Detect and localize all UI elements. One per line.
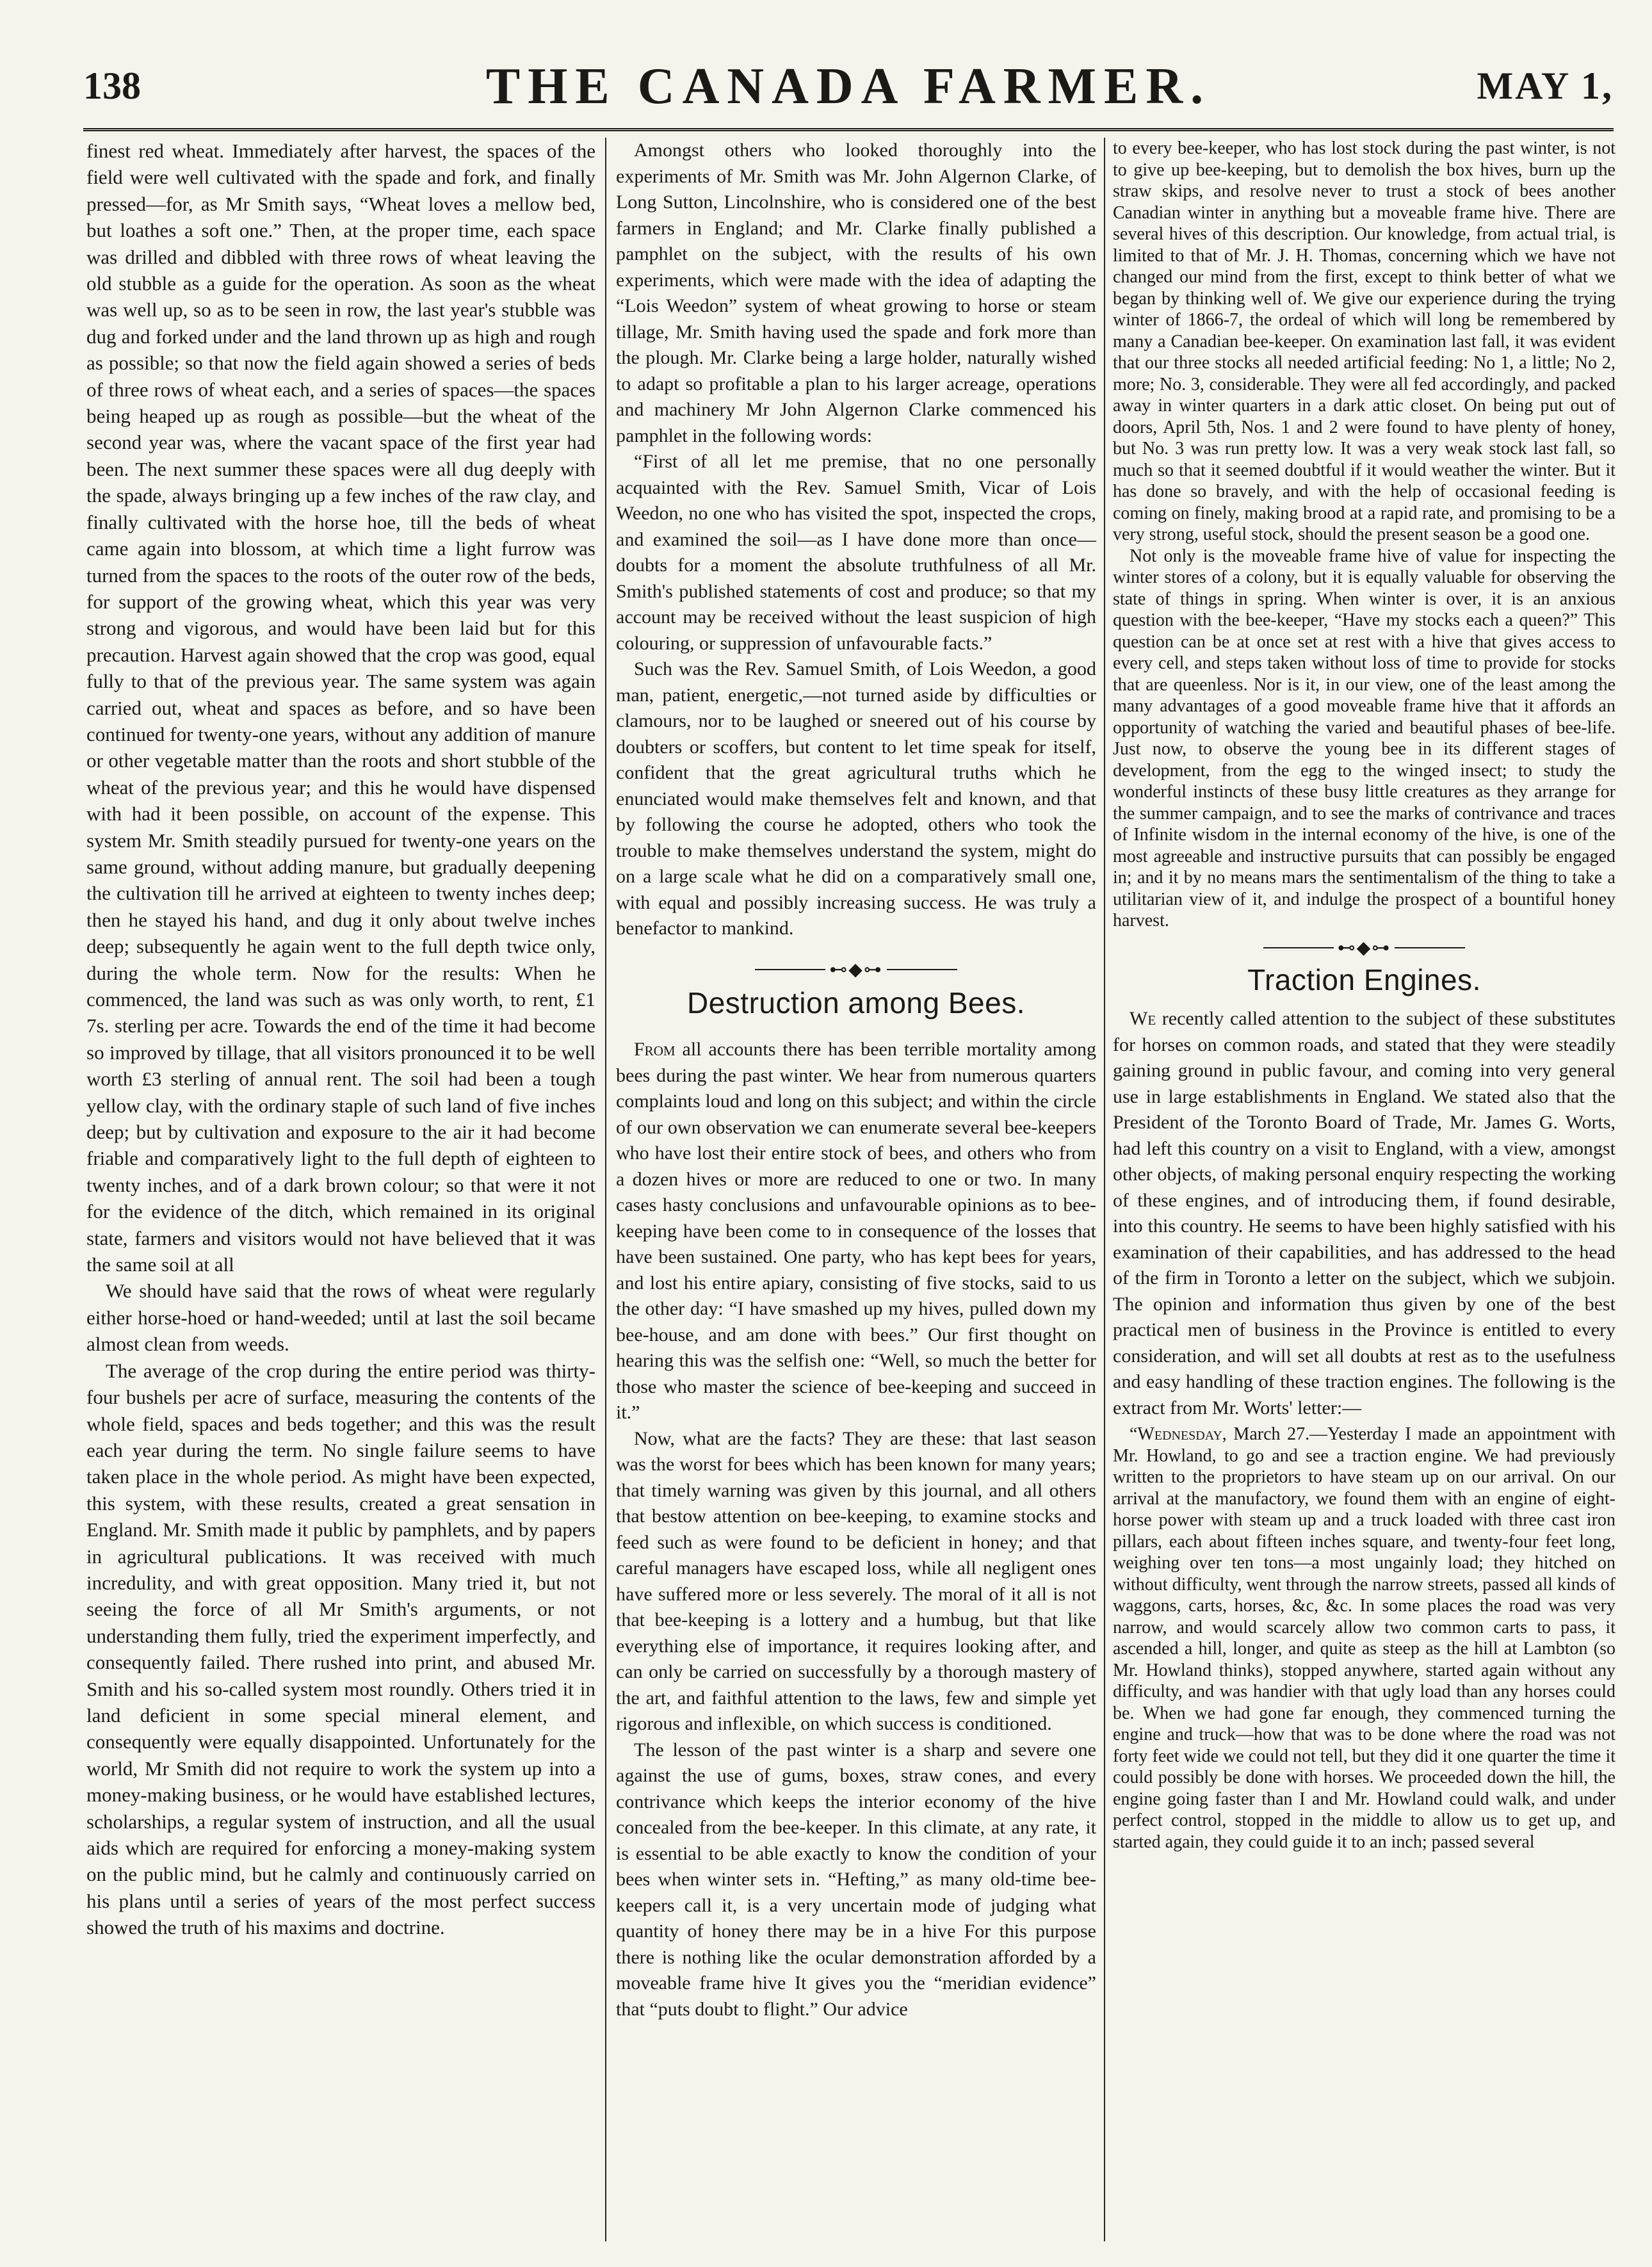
- article-paragraph: Now, what are the facts? They are these: that last season was the worst for bees which has been known for many years; that timely warning was given by this journal, and all others that bestow attention on bee-keeping, to examine stocks and feed such as were found to be deficient in honey; and that careful managers have escaped loss, while all negligent ones have suffered more or less severely. The moral of it all is not that bee-keeping is a lottery and a humbug, but that like everything else of importance, it requires looking after, and can only be carried on successfully by a thorough mastery of the art, and faithful attention to the laws, few and simple yet rigorous and inflexible, on which success is conditioned.: [616, 1427, 1096, 1735]
- masthead: [83, 51, 1614, 131]
- article-paragraph: We should have said that the rows of wheat were regularly either horse-hoed or hand-weeded; until at last the soil became almost clean from weeds.: [86, 1280, 595, 1356]
- article-paragraph: Such was the Rev. Samuel Smith, of Lois Weedon, a good man, patient, energetic,—not turned aside by difficulties or clamours, nor to be laughed or sneered out of his course by doubters or scoffers, but content to let time speak for itself, confident that the great agricultural truths which he enunciated would make themselves felt and known, and that by following the course he adopted, others who took the trouble to make themselves understand the system, might do on a large scale what he did on a comparatively small one, with equal and possibly increasing success. He was truly a benefactor to mankind.: [616, 658, 1096, 939]
- column-rule: [605, 138, 606, 2241]
- ornament-glyph: ⊷◆⊶: [829, 960, 883, 980]
- article-paragraph: The lesson of the past winter is a sharp and severe one against the use of gums, boxes, straw cones, and every contrivance which keeps the interior economy of the hive concealed from the bee-keeper. In this climate, at any rate, it is essential to be able exactly to know the condition of your bees when winter sets in. “Hefting,” as many old-time bee-keepers call it, is a very uncertain mode of judging what quantity of honey there may be in a hive For this purpose there is nothing like the ocular demonstration afforded by a moveable frame hive It gives you the “meridian evidence” that “puts doubt to flight.” Our advice: [616, 1739, 1096, 2020]
- traction-heading: Traction Engines.: [1247, 963, 1481, 997]
- section-separator: [616, 959, 1096, 981]
- article-paragraph: to every bee-keeper, who has lost stock during the past winter, is not to give up bee-keeping, but to demolish the box hives, burn up the straw skips, and resolve never to trust a stock of bees another Canadian winter in anything but a moveable frame hive. There are several hives of this description. Our knowledge, from actual trial, is limited to that of Mr. J. H. Thomas, concerning which we have not changed our mind from the first, except to think better of what we began by thinking well of. We give our experience during the trying winter of 1866-7, the ordeal of which will long be remembered by many a Canadian bee-keeper. On examination last fall, it was evident that our three stocks all needed artificial feeding: No 1, a little; No 2, more; No. 3, considerable. They were all fed accordingly, and packed away in winter quarters in a dark attic closet. On being put out of doors, April 5th, Nos. 1 and 2 were found to have plenty of honey, but No. 3 was run pretty low. It was a very weak stock last fall, so much so that it seemed doubtful if it would weather the winter. But it has done so bravely, and with the help of occasional feeding is coming on finely, making brood at a rapid rate, and promising to be a very strong, useful stock, should the present season be a good one.: [1113, 138, 1616, 544]
- column-2: [616, 138, 1096, 2241]
- bees-heading: Destruction among Bees.: [687, 986, 1025, 1020]
- lead-word: From: [634, 1039, 676, 1060]
- article-paragraph: Amongst others who looked thoroughly into the experiments of Mr. Smith was Mr. John Algernon Clarke, of Long Sutton, Lincolnshire, who is considered one of the best farmers in England; and Mr. Clarke finally published a pamphlet on the subject, with the results of his own experiments, which were made with the idea of adapting the “Lois Weedon” system of wheat growing to horse or steam tillage, Mr. Smith having used the spade and fork more than the plough. Mr. Clarke being a large holder, naturally wished to adapt so profitable a plan to his larger acreage, operations and machinery Mr John Algernon Clarke commenced his pamphlet in the following words:: [616, 140, 1096, 446]
- ornament-glyph: ⊷◆⊶: [1337, 938, 1391, 959]
- lead-word: “Wednesday,: [1130, 1424, 1227, 1445]
- section-separator: [1113, 937, 1616, 959]
- issue-date: MAY 1,: [1477, 65, 1614, 107]
- paragraph-text: recently called attention to the subject of these substitutes for horses on common roads, and stated that they were steadily gaining ground in public favour, and coming into very general use in large establishments in England. We stated also that the President of the Toronto Board of Trade, Mr. James G. Worts, had left this country on a visit to England, with a view, amongst other objects, of making personal enquiry respecting the working of these engines, and of introducing them, if found desirable, into this country. He seems to have been highly satisfied with his examination of their capabilities, and has addressed to the head of the firm in Toronto a letter on the subject, which we subjoin. The opinion and information thus given by one of the best practical men of business in the Province is entitled to every consideration, and will set all doubts at rest as to the usefulness and easy handling of these traction engines. The following is the extract from Mr. Worts' letter:—: [1113, 1008, 1616, 1418]
- paragraph-text: all accounts there has been terrible mortality among bees during the past winter. We hear from numerous quarters complaints loud and long on this subject; and within the circle of our own observation we can enumerate several bee-keepers who have lost their entire stock of bees, and others who from a dozen hives or more are reduced to one or two. In many cases hasty conclusions and unfavourable opinions as to bee-keeping have been come to in consequence of the losses that have been sustained. One party, who has kept bees for years, and lost his entire apiary, consisting of five stocks, said to us the other day: “I have smashed up my hives, pulled down my bee-house, and am done with bees.” Our first thought on hearing this was the selfish one: “Well, so much the better for those who master the science of bee-keeping and succeed in it.”: [616, 1039, 1096, 1424]
- lead-word: We: [1130, 1008, 1156, 1030]
- article-paragraph: finest red wheat. Immediately after harvest, the spaces of the field were well cultivated with the spade and fork, and finally pressed—for, as Mr Smith says, “Wheat loves a mellow bed, but loathes a soft one.” Then, at the proper time, each space was drilled and dibbled with three rows of wheat leaving the old stubble as a guide for the operation. As soon as the wheat was well up, so as to be seen in row, the last year's stubble was dug and forked under and the land thrown up as high and rough as possible; so that now the field again showed a series of beds of three rows of wheat each, and a series of spaces—the spaces being heaped up as rough as possible—but the wheat of the second year was, where the vacant space of the first year had been. The next summer these spaces were all dug deeply with the spade, always bringing up a few inches of the raw clay, and finally cultivated with the horse hoe, till the beds of wheat came again into blossom, at which time a light furrow was turned from the spaces to the roots of the outer row of the beds, for support of the growing wheat, which this year was very strong and vigorous, and would have been laid but for this precaution. Harvest again showed that the crop was good, equal fully to that of the previous year. The same system was again carried out, wheat and spaces as before, and so have been continued for twenty-one years, without any addition of manure or other vegetable matter than the roots and short stubble of the wheat of the previous year; and this he would have dispensed with had it been possible, on account of the expense. This system Mr. Smith steadily pursued for twenty-one years on the same ground, without adding manure, but gradually deepening the cultivation till he arrived at eighteen to twenty inches deep; then he stayed his hand, and dug it only about twelve inches deep; subsequently he again went to the full depth twice only, during the whole term. Now for the results: When he commenced, the land was such as was only worth, to rent, £1 7s. sterling per acre. Towards the end of the time it had become so improved by tillage, that all visitors pronounced it to be well worth £3 sterling of annual rent. The soil had been a tough yellow clay, with the ordinary staple of such land of five inches deep; but by cultivation and exposure to the air it had become friable and comparatively light to the full depth of eighteen to twenty inches, and of a dark brown colour; so that were it not for the evidence of the ditch, which remained in its original state, farmers and visitors would not have believed that it was the same soil at all: [86, 140, 595, 1276]
- quoted-paragraph: “First of all let me premise, that no one personally acquainted with the Rev. Samuel Smith, Vicar of Lois Weedon, no one who has visited the spot, inspected the crops, and examined the soil—as I have done more than once—doubts for a moment the absolute truthfulness of all Mr. Smith's published statements of cost and produce; so that my account may be received without the least suspicion of high colouring, or suppression of unfavourable facts.”: [616, 451, 1096, 654]
- page-number: 138: [83, 65, 141, 107]
- paragraph-text: March 27.—Yesterday I made an appointment with Mr. Howland, to go and see a traction engine. We had previously written to the proprietors to have steam up on our arrival. On our arrival at the manufactory, we found them with an engine of eight-horse power with steam up and a truck loaded with three cast iron pillars, each about fifteen inches square, and twenty-four feet long, weighing over ten tons—a most ungainly load; they hitched on without difficulty, went through the narrow streets, passed all kinds of waggons, carts, horses, &c, &c. In some places the road was very narrow, and would scarcely allow two common carts to pass, it ascended a hill, longer, and quite as steep as the hill at Lambton (so Mr. Howland thinks), stopped anywhere, started again without any difficulty, and was handier with that ugly load than any horses could be. When we had gone far enough, they commenced turning the engine and truck—how that was to be done where the road was not forty feet wide we could not tell, but they did it one quarter the time it could possibly be done with horses. We proceeded down the hill, the engine going faster than I and Mr. Howland could walk, and under perfect control, stopped in the middle to allow us to get up, and started again, they could guide it to an inch; passed several: [1113, 1424, 1616, 1852]
- article-paragraph: [1113, 1006, 1616, 1421]
- column-1: [86, 138, 595, 2241]
- article-paragraph: Not only is the moveable frame hive of value for inspecting the winter stores of a colony, but it is equally valuable for observing the state of things in spring. When winter is over, it is an anxious question with the bee-keeper, “Have my stocks each a queen?” This question can be at once set at rest with a hive that gives access to every cell, and steps taken without loss of time to provide for stocks that are queenless. Nor is it, in our view, one of the least among the many advantages of a good moveable frame hive that it affords an opportunity of watching the varied and beautiful phases of bee-life. Just now, to observe the young bee in its different stages of development, from the egg to the winged insect; to study the wonderful instincts of these busy little creatures as they arrange for the summer campaign, and to see the marks of contrivance and traces of Infinite wisdom in the internal economy of the hive, is one of the most agreeable and instructive pursuits that can possibly be engaged in; and it by no means mars the sentimentalism of the thing to take a utilitarian view of it, and indulge the prospect of a bountiful honey harvest.: [1113, 546, 1616, 930]
- article-paragraph: The average of the crop during the entire period was thirty-four bushels per acre of surface, measuring the contents of the whole field, spaces and beds together; and this was the result each year during the term. No single failure seems to have taken place in the whole period. As might have been expected, this system, with these results, created a great sensation in England. Mr. Smith made it public by pamphlets, and by papers in agricultural publications. It was received with much incredulity, and with great opposition. Many tried it, but not seeing the force of all Mr Smith's arguments, or not understanding them fully, tried the experiment imperfectly, and consequently failed. There rushed into print, and abused Mr. Smith and his so-called system most roundly. Others tried it in land deficient in some special mineral element, and consequently were equally disappointed. Unfortunately for the world, Mr Smith did not require to work the system up into a money-making business, or he would have established lectures, scholarships, a regular system of instruction, and all the usual aids which are required for enforcing a money-making system on the public mind, but he calmly and continuously carried on his plans until a series of years of the most perfect success showed the truth of his maxims and doctrine.: [86, 1359, 595, 1939]
- column-3: [1113, 138, 1616, 2241]
- newspaper-title: THE CANADA FARMER.: [485, 58, 1211, 115]
- article-paragraph: [616, 1037, 1096, 1426]
- column-rule: [1104, 138, 1105, 2241]
- letter-paragraph: [1113, 1424, 1616, 1853]
